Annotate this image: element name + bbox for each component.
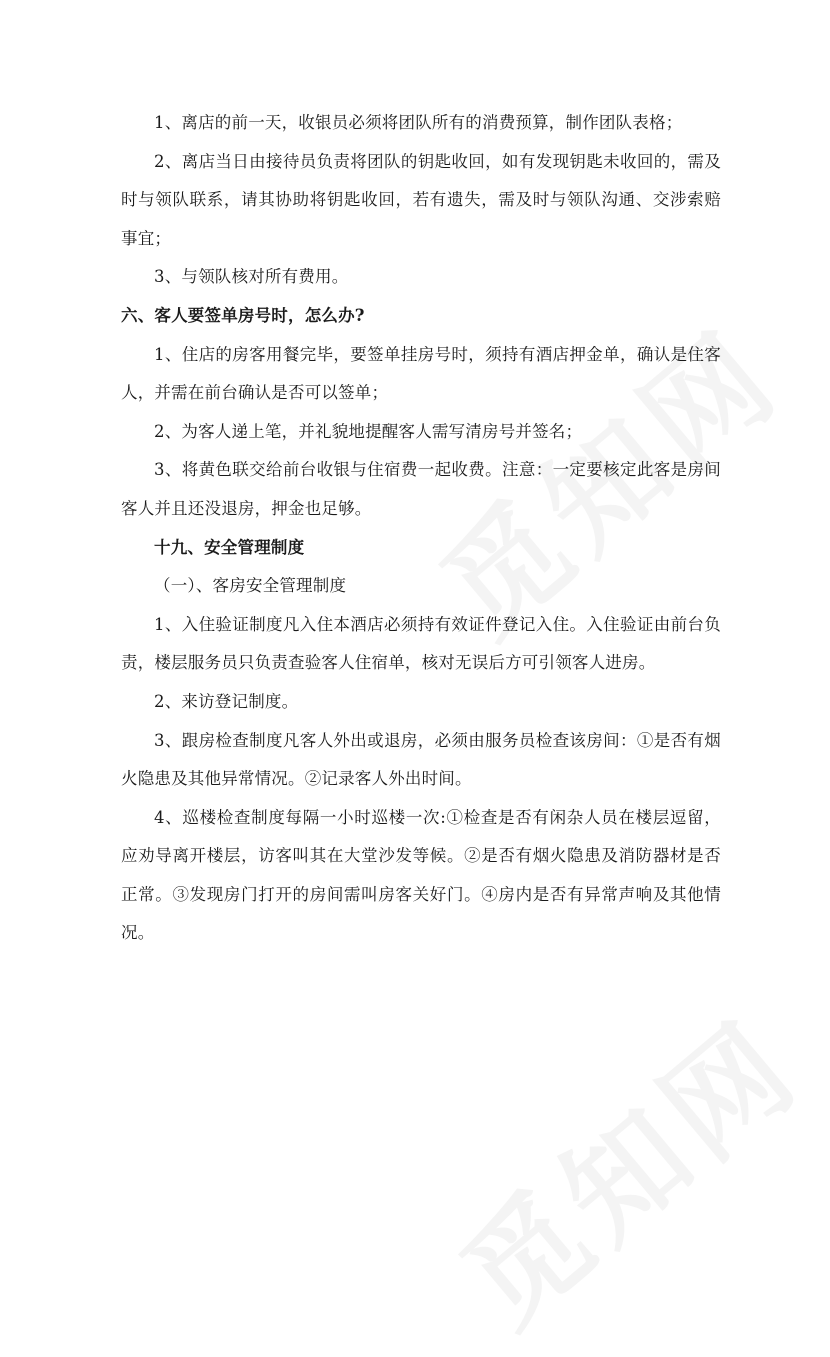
paragraph-sign-bill-2: 2、为客人递上笔，并礼貌地提醒客人需写清房号并签名； xyxy=(154,421,583,441)
paragraph-sign-bill-3: 3、将黄色联交给前台收银与住宿费一起收费。注意：一定要核定此客是房间客人并且还没退房，押金也足够。 xyxy=(121,460,721,518)
section-heading-safety: 十九、安全管理制度 xyxy=(154,537,305,557)
paragraph-safety-3: 3、跟房检查制度凡客人外出或退房，必须由服务员检查该房间：①是否有烟火隐患及其他异常情况。②记录客人外出时间。 xyxy=(121,730,721,789)
paragraph-safety-4: 4、巡楼检查制度每隔一小时巡楼一次:①检查是否有闲杂人员在楼层逗留，应劝导离开楼层，访客叫其在大堂沙发等候。②是否有烟火隐患及消防器材是否正常。③发现房门打开的房间需叫房客关好门。④房内是否有异常声响及其他情况。 xyxy=(121,807,721,943)
subsection-heading-room-safety: （一）、客房安全管理制度 xyxy=(154,576,347,596)
section-heading-sign-bill: 六、客人要签单房号时，怎么办? xyxy=(121,305,365,325)
watermark xyxy=(420,975,829,1357)
paragraph-checkout-1: 1、离店的前一天，收银员必须将团队所有的消费预算，制作团队表格； xyxy=(154,113,683,132)
paragraph-safety-1: 1、入住验证制度凡入住本酒店必须持有效证件登记入住。入住验证由前台负责，楼层服务员只负责查验客人住宿单，核对无误后方可引领客人进房。 xyxy=(121,614,721,673)
paragraph-safety-2: 2、来访登记制度。 xyxy=(154,691,299,711)
paragraph-sign-bill-1: 1、住店的房客用餐完毕，要签单挂房号时，须持有酒店押金单，确认是住客人，并需在前台确认是否可以签单； xyxy=(121,344,721,403)
paragraph-checkout-2: 2、离店当日由接待员负责将团队的钥匙收回，如有发现钥匙未收回的，需及时与领队联系，请其协助将钥匙收回，若有遗失，需及时与领队沟通、交涉索赔事宜； xyxy=(121,151,721,248)
document-body xyxy=(121,104,721,953)
paragraph-checkout-3: 3、与领队核对所有费用。 xyxy=(154,267,349,287)
